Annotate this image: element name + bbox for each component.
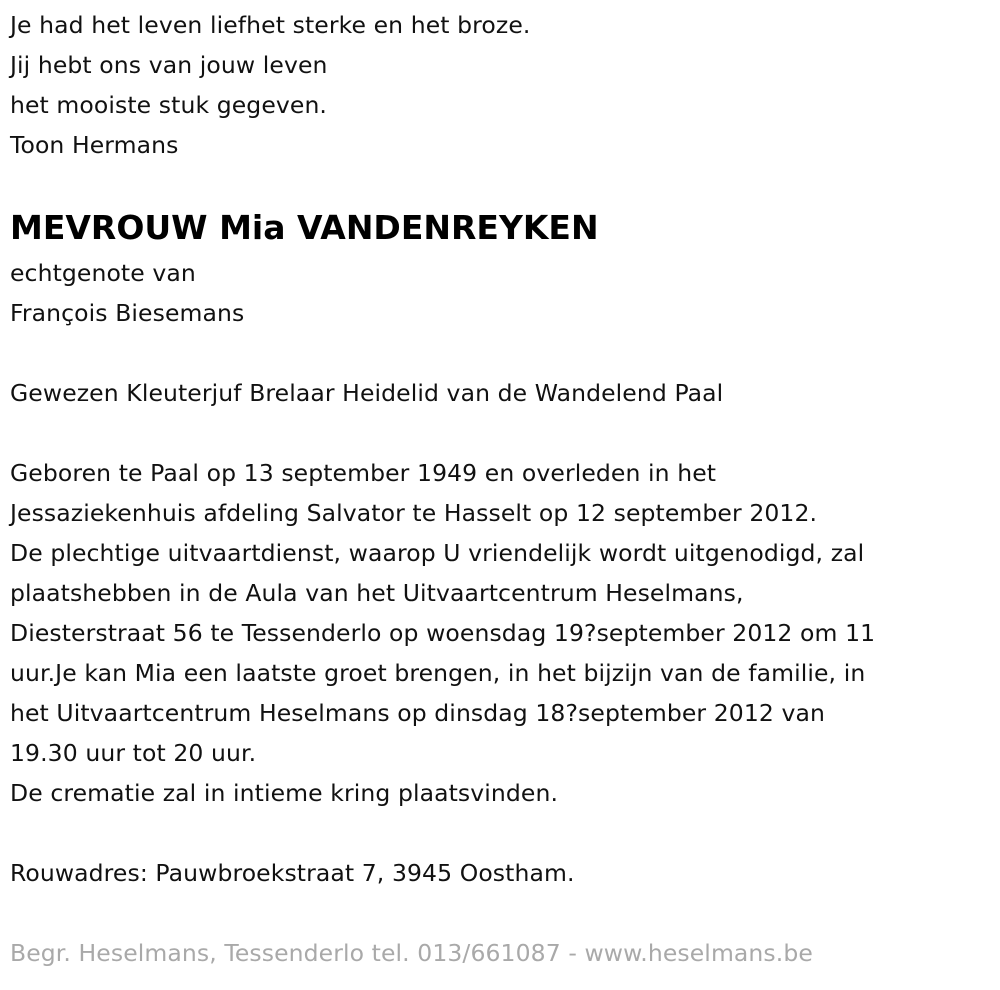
details-line: Geboren te Paal op 13 september 1949 en overleden in het bbox=[10, 459, 717, 487]
spouse-name: François Biesemans bbox=[10, 299, 245, 327]
details-line: 19.30 uur tot 20 uur. bbox=[10, 739, 257, 767]
funeral-home-footer: Begr. Heselmans, Tessenderlo tel. 013/661087 - www.heselmans.be bbox=[10, 939, 813, 967]
details-line: het Uitvaartcentrum Heselmans op dinsdag 18?september 2012 van bbox=[10, 699, 826, 727]
poem-line: Je had het leven liefhet sterke en het broze. bbox=[10, 11, 531, 39]
deceased-name: MEVROUW Mia VANDENREYKEN bbox=[10, 208, 599, 247]
poem-author: Toon Hermans bbox=[10, 131, 179, 159]
details-line: De plechtige uitvaartdienst, waarop U vriendelijk wordt uitgenodigd, zal bbox=[10, 539, 865, 567]
details-line: uur.Je kan Mia een laatste groet brengen, in het bijzijn van de familie, in bbox=[10, 659, 866, 687]
details-line: Jessaziekenhuis afdeling Salvator te Hasselt op 12 september 2012. bbox=[10, 499, 818, 527]
spouse-label: echtgenote van bbox=[10, 259, 196, 287]
poem-line: Jij hebt ons van jouw leven bbox=[10, 51, 328, 79]
details-line: plaatshebben in de Aula van het Uitvaartcentrum Heselmans, bbox=[10, 579, 744, 607]
mourning-address: Rouwadres: Pauwbroekstraat 7, 3945 Oostham. bbox=[10, 859, 575, 887]
details-line: De crematie zal in intieme kring plaatsvinden. bbox=[10, 779, 559, 807]
poem-line: het mooiste stuk gegeven. bbox=[10, 91, 328, 119]
details-line: Diesterstraat 56 te Tessenderlo op woensdag 19?september 2012 om 11 bbox=[10, 619, 876, 647]
occupation: Gewezen Kleuterjuf Brelaar Heidelid van de Wandelend Paal bbox=[10, 379, 724, 407]
